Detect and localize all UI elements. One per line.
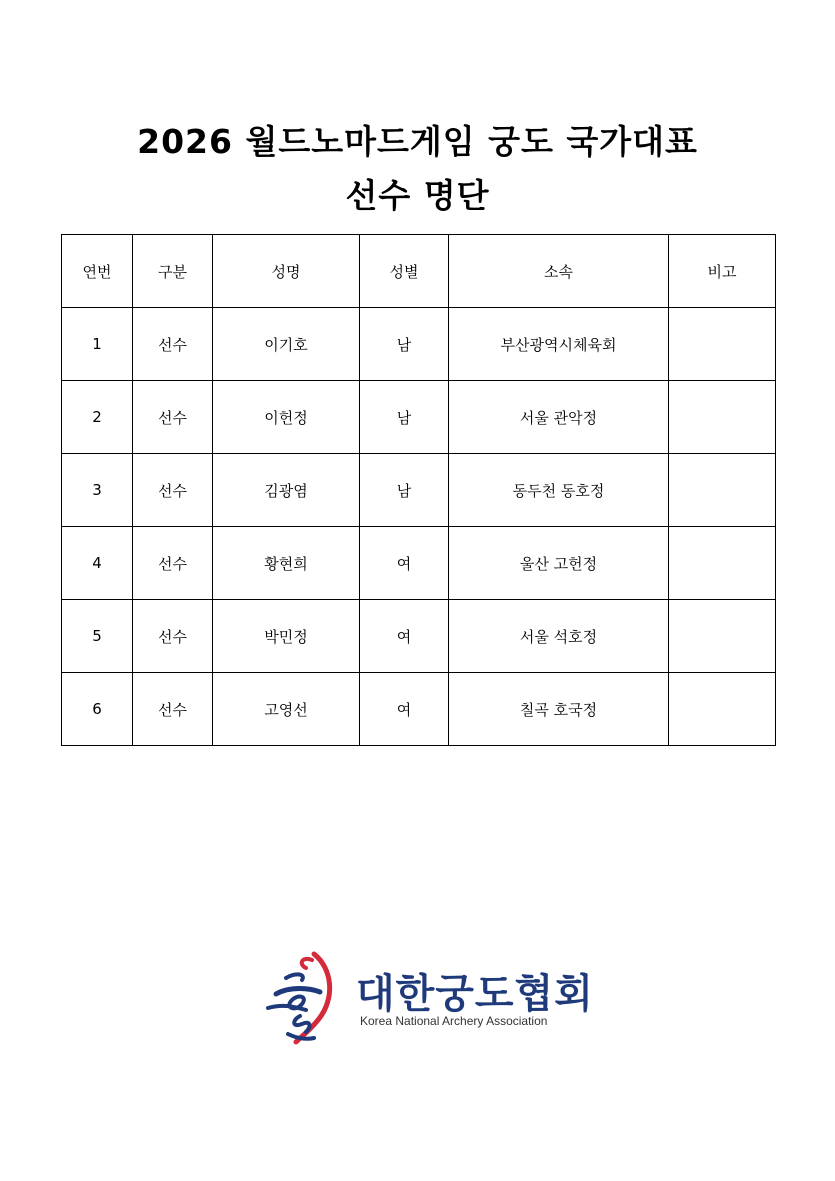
table-row — [62, 381, 776, 454]
cell-seq: 2 — [62, 381, 133, 454]
header-gender: 성별 — [360, 235, 449, 308]
cell-gender: 남 — [360, 308, 449, 381]
cell-seq: 1 — [62, 308, 133, 381]
cell-category: 선수 — [133, 381, 213, 454]
cell-gender: 남 — [360, 381, 449, 454]
cell-affiliation: 부산광역시체육회 — [449, 308, 669, 381]
cell-remarks — [669, 600, 776, 673]
cell-gender: 여 — [360, 673, 449, 746]
cell-affiliation: 울산 고헌정 — [449, 527, 669, 600]
cell-remarks — [669, 308, 776, 381]
cell-remarks — [669, 381, 776, 454]
association-name-korean: 대한궁도협회 — [356, 971, 594, 1017]
cell-remarks — [669, 454, 776, 527]
cell-seq: 4 — [62, 527, 133, 600]
header-affiliation: 소속 — [449, 235, 669, 308]
cell-name: 황현희 — [213, 527, 360, 600]
table-header-row — [62, 235, 776, 308]
cell-seq: 3 — [62, 454, 133, 527]
player-roster-table — [61, 234, 776, 746]
cell-seq: 6 — [62, 673, 133, 746]
cell-affiliation: 서울 석호정 — [449, 600, 669, 673]
cell-affiliation: 동두천 동호정 — [449, 454, 669, 527]
association-logo — [262, 950, 594, 1045]
header-seq: 연번 — [62, 235, 133, 308]
archer-emblem-icon — [262, 950, 352, 1045]
cell-category: 선수 — [133, 527, 213, 600]
cell-name: 박민정 — [213, 600, 360, 673]
table-row — [62, 308, 776, 381]
table-row — [62, 454, 776, 527]
cell-gender: 남 — [360, 454, 449, 527]
table-row — [62, 673, 776, 746]
cell-affiliation: 칠곡 호국정 — [449, 673, 669, 746]
header-name: 성명 — [213, 235, 360, 308]
cell-name: 이헌정 — [213, 381, 360, 454]
cell-gender: 여 — [360, 600, 449, 673]
cell-category: 선수 — [133, 600, 213, 673]
cell-category: 선수 — [133, 673, 213, 746]
header-remarks: 비고 — [669, 235, 776, 308]
cell-name: 이기호 — [213, 308, 360, 381]
cell-seq: 5 — [62, 600, 133, 673]
header-category: 구분 — [133, 235, 213, 308]
document-title-line1: 2026 월드노마드게임 궁도 국가대표 — [137, 122, 698, 161]
cell-affiliation: 서울 관악정 — [449, 381, 669, 454]
cell-name: 고영선 — [213, 673, 360, 746]
cell-remarks — [669, 527, 776, 600]
table-row — [62, 600, 776, 673]
cell-category: 선수 — [133, 454, 213, 527]
association-name-english: Korea National Archery Association — [360, 1014, 548, 1028]
cell-remarks — [669, 673, 776, 746]
cell-gender: 여 — [360, 527, 449, 600]
cell-name: 김광염 — [213, 454, 360, 527]
cell-category: 선수 — [133, 308, 213, 381]
document-title-line2: 선수 명단 — [345, 176, 490, 215]
table-row — [62, 527, 776, 600]
